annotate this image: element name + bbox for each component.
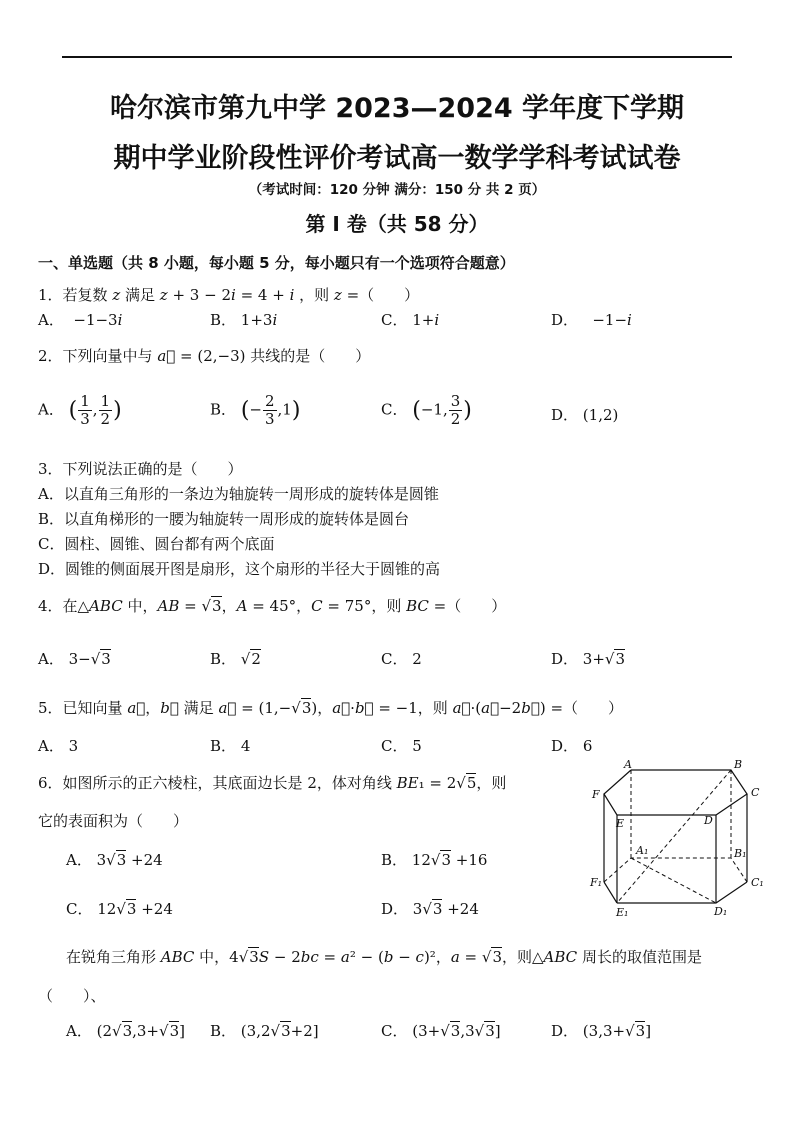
q1-option-d: D． −1−i bbox=[551, 311, 632, 329]
q3-option-c: C．圆柱、圆锥、圆台都有两个底面 bbox=[38, 535, 275, 553]
q5-option-b: B． 4 bbox=[210, 737, 251, 755]
q7-option-a: A． (2√3,3+√3] bbox=[66, 1022, 185, 1040]
q4-option-d: D． 3+√3 bbox=[551, 650, 626, 668]
vertex-label-d1: D₁ bbox=[714, 905, 728, 918]
question-7-stem-line1: 在锐角三角形 ABC 中，4√3S − 2bc = a² − (b − c)²，a = √3，则△ABC 周长的取值范围是 bbox=[66, 948, 702, 966]
q2-option-a: A． ( $\frac{1}{3}$ , $\frac{1}{2}$ ) bbox=[38, 392, 122, 428]
q1-option-a: A． −1−3i bbox=[38, 311, 123, 329]
question-6-stem-line2: 它的表面积为（ ） bbox=[38, 812, 189, 830]
top-rule bbox=[62, 56, 732, 58]
question-3-stem: 3．下列说法正确的是（ ） bbox=[38, 460, 243, 478]
vertex-label-c1: C₁ bbox=[751, 876, 764, 889]
prism-svg bbox=[588, 758, 770, 918]
q1-option-c: C． 1+i bbox=[381, 311, 440, 329]
vertex-label-a1: A₁ bbox=[636, 844, 649, 857]
q2-option-c: C． (−1, $\frac{3}{2}$ ) bbox=[381, 392, 472, 428]
hexagonal-prism-figure bbox=[588, 758, 770, 918]
part-title: 第 I 卷（共 58 分） bbox=[305, 212, 489, 236]
vertex-label-c: C bbox=[751, 786, 760, 799]
q3-option-d: D．圆锥的侧面展开图是扇形，这个扇形的半径大于圆锥的高 bbox=[38, 560, 441, 578]
q6-option-b: B． 12√3 +16 bbox=[381, 851, 488, 869]
q3-option-b: B．以直角梯形的一腰为轴旋转一周形成的旋转体是圆台 bbox=[38, 510, 410, 528]
vertex-label-f: F bbox=[592, 788, 600, 801]
q3-option-a: A．以直角三角形的一条边为轴旋转一周形成的旋转体是圆锥 bbox=[38, 485, 439, 503]
question-5-stem: 5．已知向量 a⃗，b⃗ 满足 a⃗ = (1,−√3)，a⃗·b⃗ = −1，则 a⃗·(a⃗−2b⃗) =（ ） bbox=[38, 699, 624, 717]
q4-option-c: C． 2 bbox=[381, 650, 422, 668]
section-heading: 一、单选题（共 8 小题，每小题 5 分，每小题只有一个选项符合题意） bbox=[38, 254, 515, 272]
q6-option-c: C． 12√3 +24 bbox=[66, 900, 173, 918]
q5-option-a: A． 3 bbox=[38, 737, 79, 755]
question-2-stem: 2．下列向量中与 a⃗ = (2,−3) 共线的是（ ） bbox=[38, 347, 371, 365]
q6-option-d: D． 3√3 +24 bbox=[381, 900, 479, 918]
q7-option-b: B． (3,2√3+2] bbox=[210, 1022, 319, 1040]
exam-info: （考试时间：120 分钟 满分：150 分 共 2 页） bbox=[248, 182, 546, 198]
vertex-label-a: A bbox=[624, 758, 632, 771]
q2-option-b: B． (− $\frac{2}{3}$ ,1) bbox=[210, 392, 301, 428]
q1-option-b: B． 1+3i bbox=[210, 311, 278, 329]
question-1-stem: 1．若复数 z 满足 z + 3 − 2i = 4 + i ，则 z =（ ） bbox=[38, 286, 420, 304]
q7-option-c: C． (3+√3,3√3] bbox=[381, 1022, 501, 1040]
vertex-label-b: B bbox=[734, 758, 743, 771]
q7-option-d: D． (3,3+√3] bbox=[551, 1022, 652, 1040]
vertex-label-f1: F₁ bbox=[590, 876, 603, 889]
question-7-stem-line2: （ ）、 bbox=[38, 987, 106, 1005]
q5-option-d: D． 6 bbox=[551, 737, 593, 755]
q2-option-d: D． (1,2) bbox=[551, 406, 619, 424]
vertex-label-d: D bbox=[704, 814, 713, 827]
q4-option-b: B． √2 bbox=[210, 650, 261, 668]
question-6-stem-line1: 6．如图所示的正六棱柱，其底面边长是 2，体对角线 BE₁ = 2√5，则 bbox=[38, 774, 507, 792]
question-4-stem: 4．在△ABC 中，AB = √3，A = 45°，C = 75°，则 BC =（ ） bbox=[38, 597, 507, 615]
q6-option-a: A． 3√3 +24 bbox=[66, 851, 163, 869]
q5-option-c: C． 5 bbox=[381, 737, 422, 755]
q4-option-a: A． 3−√3 bbox=[38, 650, 111, 668]
vertex-label-e: E bbox=[616, 817, 625, 830]
exam-title-line1: 哈尔滨市第九中学 2023—2024 学年度下学期 bbox=[109, 93, 685, 124]
exam-title-line2: 期中学业阶段性评价考试高一数学学科考试试卷 bbox=[113, 143, 681, 174]
vertex-label-b1: B₁ bbox=[734, 847, 747, 860]
vertex-label-e1: E₁ bbox=[616, 906, 629, 918]
